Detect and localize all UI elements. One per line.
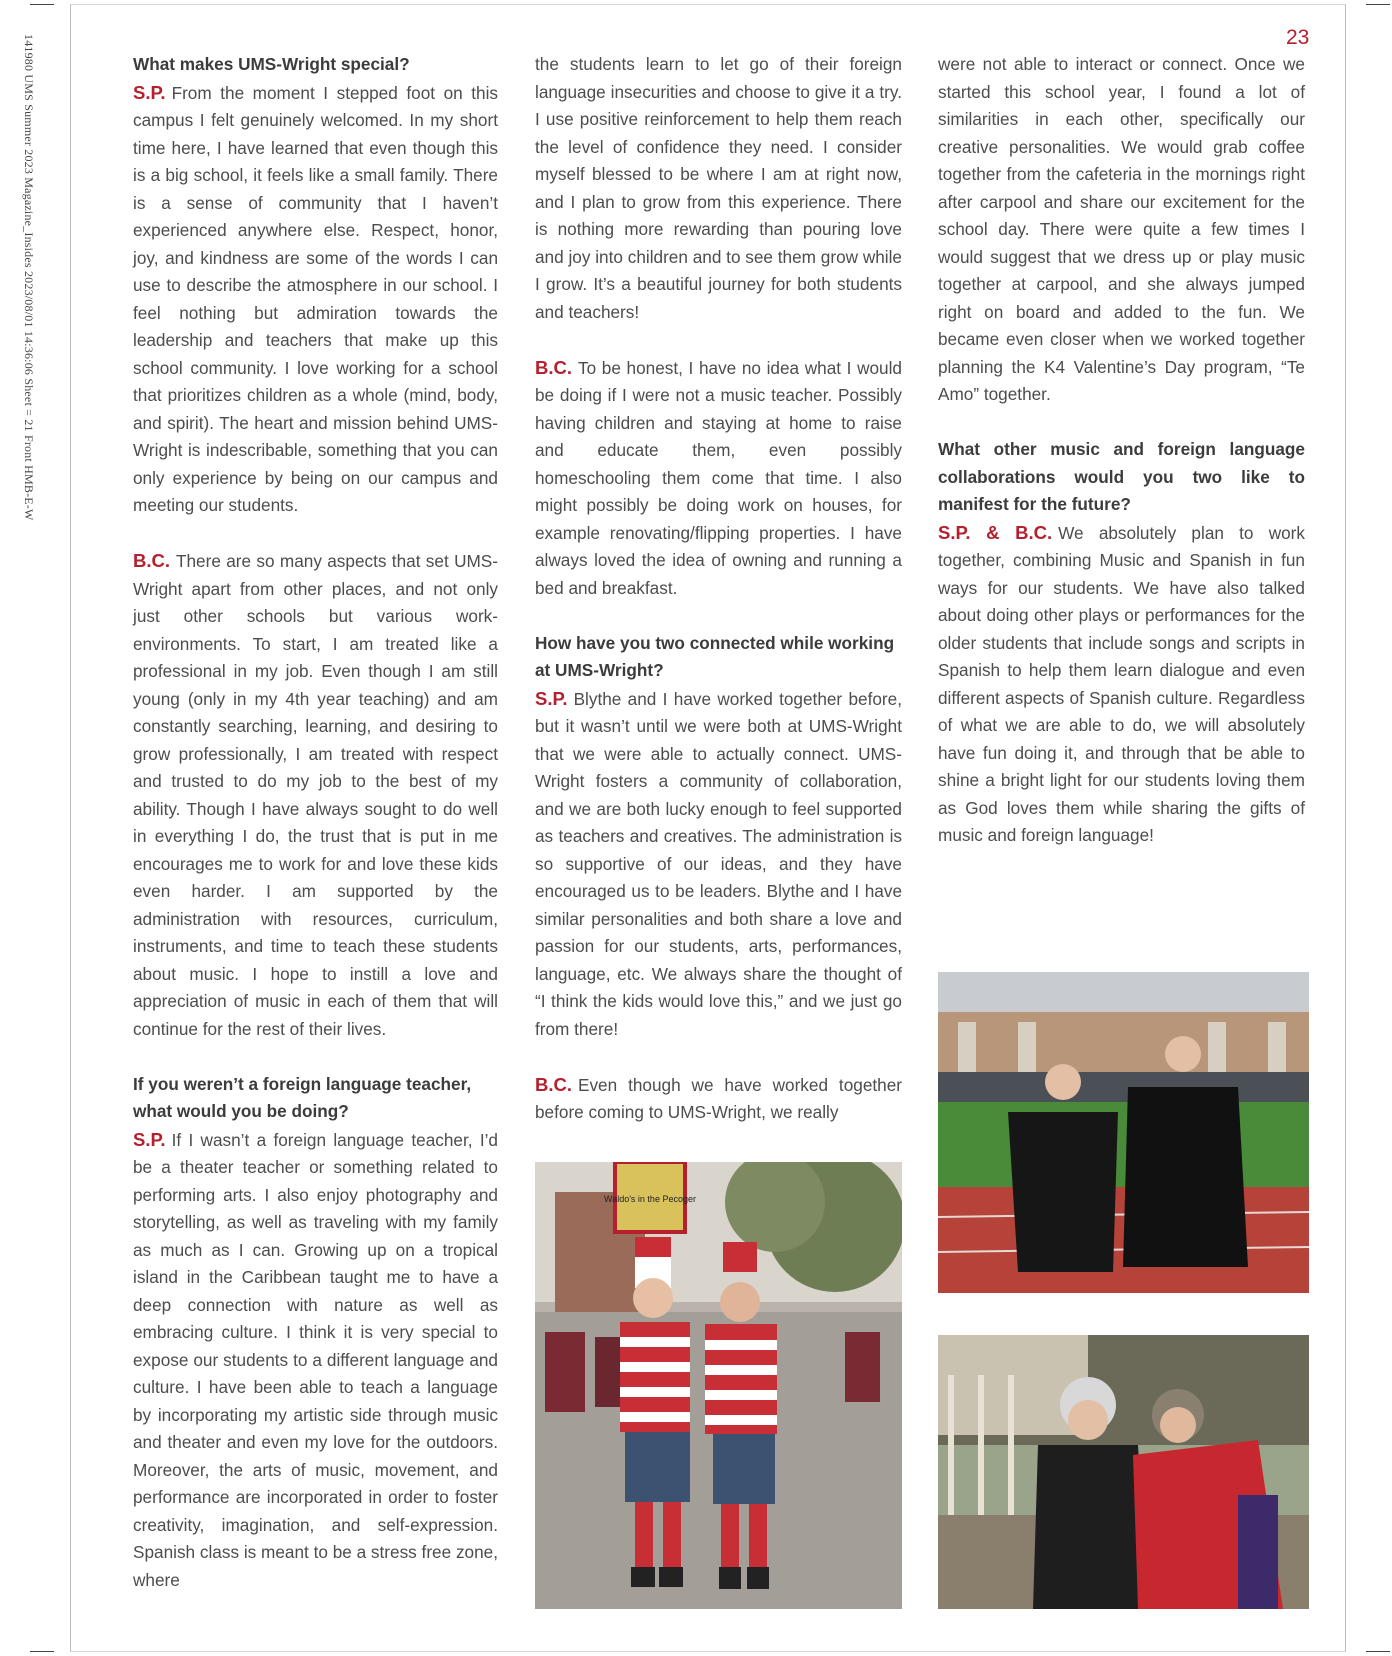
photo-teachers-outdoors — [938, 1335, 1309, 1609]
question-heading: What other music and foreign language collaborations would you two like to manifest for the future? — [938, 439, 1305, 514]
speaker-initials: B.C. — [133, 550, 170, 571]
question-heading: What makes UMS-Wright special? — [133, 54, 410, 74]
crop-mark — [1366, 4, 1390, 5]
answer-text: If I wasn’t a foreign language teacher, I’d be a theater teacher or something related to performing arts. I also enjoy photography and storytelling, as well as traveling with my family as much as I can. Growing up on a tropical island in the Caribbean taught me to have a deep connection with nature as well as embracing culture. I think it is very special to expose our students to a different language and culture. I have been able to teach a language by incorporating my artistic side through music and theater and even my love for the outdoors. Moreover, the arts of music, movement, and performance are incorporated in order to foster creativity, imagination, and self-expression. Spanish class is meant to be a stress free zone, where — [133, 1129, 498, 1590]
crop-mark — [30, 4, 54, 5]
question-heading: If you weren’t a foreign language teacher, what would you be doing? — [133, 1073, 472, 1121]
answer-text: To be honest, I have no idea what I would be doing if I were not a music teacher. Possibly having children and staying at home to raise and educate them, even possibly homeschooling them come that time. I also might possibly be doing work on houses, for example renovating/flipping properties. I have always loved the idea of owning and running a bed and breakfast. — [535, 357, 902, 598]
answer-paragraph — [938, 519, 1305, 850]
answer-text: There are so many aspects that set UMS-Wright apart from other places, and not only just other schools but various work-environments. To start, I am treated like a professional in my job. Even though I am still young (only in my 4th year teaching) and am constantly searching, learning, and desiring to grow professionally, I am treated with respect and trusted to do my job to the best of my ability. Though I have always sought to do well in everything I do, the trust that is put in me encourages me to work for and love these kids even harder. I am supported by the administration with resources, curriculum, instruments, and time to teach these students about music. I hope to instill a love and appreciation of music in each of them that will continue for the rest of their lives. — [133, 551, 498, 1039]
speaker-initials: B.C. — [535, 1073, 572, 1095]
speaker-initials: S.P. — [535, 687, 568, 709]
crop-mark — [1366, 1651, 1390, 1652]
photo-sign-text: Waldo's in the Pecoger — [604, 1194, 696, 1204]
answer-paragraph: were not able to interact or connect. Once we started this school year, I found a lot of similarities in each other, specifically our creative personalities. We would grab coffee together from the cafeteria in the mornings right after carpool and share our excitement for the school day. There were quite a few times I would suggest that we dress up or play music together at carpool, and she always jumped right on board and added to the fun. We became even closer when we worked together planning the K4 Valentine’s Day program, “Te Amo” together. — [938, 54, 1305, 404]
answer-paragraph — [133, 79, 498, 520]
column-1 — [133, 51, 498, 1622]
answer-text: We absolutely plan to work together, combining Music and Spanish in fun ways for our students. We have also talked about doing other plays or performances for the older students that include songs and scripts in Spanish to help them learn dialogue and even different aspects of Spanish culture. Regardless of what we are able to do, we will absolutely have fun doing it, and through that be able to shine a bright light for our students loving them as God loves them while sharing the gifts of music and foreign language! — [938, 522, 1305, 845]
speaker-initials: S.P. — [133, 81, 166, 103]
answer-paragraph: the students learn to let go of their foreign language insecurities and choose to give it a try. I use positive reinforcement to help them reach the level of confidence they need. I consider myself blessed to be where I am at right now, and I plan to grow from this experience. There is nothing more rewarding than pouring love and joy into children and to see them grow while I grow. It’s a beautiful journey for both students and teachers! — [535, 54, 902, 322]
speaker-initials: B.C. — [535, 356, 572, 378]
speaker-initials: S.P. & B.C. — [938, 521, 1053, 543]
column-2 — [535, 51, 902, 1154]
answer-text: From the moment I stepped foot on this campus I felt genuinely welcomed. In my short time here, I have learned that even though this is a big school, it feels like a small family. There is a sense of community that I haven’t experienced anywhere else. Respect, honor, joy, and kindness are some of the words I can use to describe the atmosphere in our school. I feel nothing but admiration towards the leadership and teachers that make up this school community. I love working for a school that prioritizes children as a whole (mind, body, and spirit). The heart and mission behind UMS-Wright is indescribable, something that you can only experience by being on our campus and meeting our students. — [133, 82, 498, 515]
photo-waldo-costumes — [535, 1162, 902, 1609]
answer-text: Even though we have worked together before coming to UMS-Wright, we really — [535, 1074, 902, 1122]
answer-paragraph — [133, 547, 498, 1043]
answer-text: Blythe and I have worked together before, but it wasn’t until we were both at UMS-Wright that we were able to actually connect. UMS-Wright fosters a community of collaboration, and we are both lucky enough to feel supported as teachers and creatives. The administration is so supportive of our ideas, and they have encouraged us to be leaders. Blythe and I have similar personalities and both share a love and passion for our students, arts, performances, language, etc. We always share the thought of “I think the kids would love this,” and we just go from there! — [535, 688, 902, 1039]
photo-graduation-gowns — [938, 972, 1309, 1293]
question-heading: How have you two connected while working at UMS-Wright? — [535, 632, 895, 680]
answer-paragraph — [133, 1126, 498, 1595]
answer-paragraph — [535, 685, 902, 1044]
print-slug: 141980 UMS Summer 2023 Magazine_Insides 2023/08/01 14:36:06 Sheet = 21 Front HMB-E-W — [22, 34, 36, 521]
crop-mark — [30, 1651, 54, 1652]
column-3 — [938, 51, 1305, 877]
speaker-initials: S.P. — [133, 1128, 166, 1150]
page-number: 23 — [1286, 26, 1310, 49]
answer-paragraph — [535, 354, 902, 603]
answer-paragraph — [535, 1071, 902, 1127]
